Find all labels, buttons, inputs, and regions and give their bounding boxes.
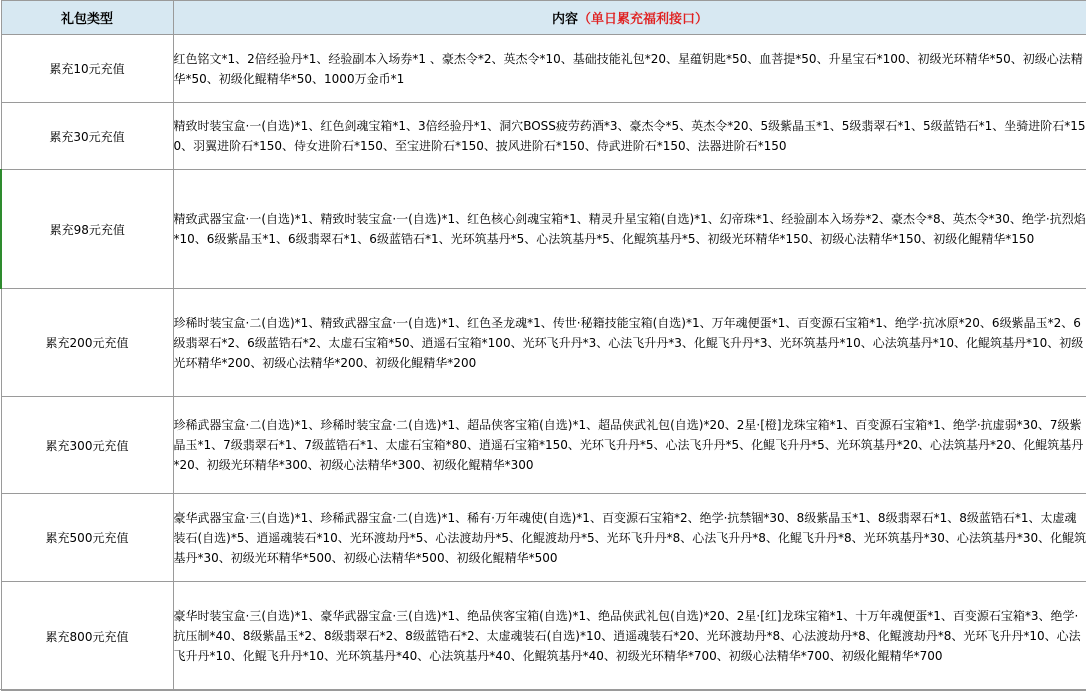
table-row [1, 103, 1086, 170]
gift-type-cell[interactable]: 累充30元充值 [1, 103, 173, 170]
header-content-label: 内容 [551, 12, 578, 27]
header-content-note: （单日累充福利接口） [578, 12, 709, 27]
content-cell[interactable]: 豪华武器宝盒·三(自选)*1、珍稀武器宝盒·二(自选)*1、稀有·万年魂使(自选)*1、百变源石宝箱*2、绝学·抗禁锢*30、8级紫晶玉*1、8级翡翠石*1、8级蓝锆石*1、太虚魂装石(自选)*5、逍遥魂装石*10、光环渡劫丹*5、心法渡劫丹*5、化鲲渡劫丹*5、光环飞升丹*8、心法飞升丹*8、化鲲飞升丹*8、光环筑基丹*30、心法筑基丹*30、化鲲筑基丹*30、初级光环精华*500、初级心法精华*500、初级化鲲精华*500 [173, 494, 1086, 582]
gift-type-cell[interactable]: 累充200元充值 [1, 289, 173, 397]
table-row [1, 582, 1086, 691]
content-cell[interactable]: 红色铭文*1、2倍经验丹*1、经验副本入场券*1 、豪杰令*2、英杰令*10、基础技能礼包*20、星蕴钥匙*50、血菩提*50、升星宝石*100、初级光环精华*50、初级心法精华*50、初级化鲲精华*50、1000万金币*1 [173, 35, 1086, 103]
table-row [1, 494, 1086, 582]
gift-type-cell-selected[interactable]: 累充98元充值 [1, 170, 173, 289]
gift-type-cell[interactable]: 累充500元充值 [1, 494, 173, 582]
content-cell[interactable]: 精致时装宝盒·一(自选)*1、红色剑魂宝箱*1、3倍经验丹*1、洞穴BOSS疲劳药酒*3、豪杰令*5、英杰令*20、5级紫晶玉*1、5级翡翠石*1、5级蓝锆石*1、坐骑进阶石*150、羽翼进阶石*150、侍女进阶石*150、至宝进阶石*150、披风进阶石*150、侍武进阶石*150、法器进阶石*150 [173, 103, 1086, 170]
table-row [1, 170, 1086, 289]
table-header-row [1, 1, 1086, 35]
gift-type-cell[interactable]: 累充800元充值 [1, 582, 173, 691]
table-row [1, 289, 1086, 397]
content-cell[interactable]: 珍稀时装宝盒·二(自选)*1、精致武器宝盒·一(自选)*1、红色圣龙魂*1、传世·秘籍技能宝箱(自选)*1、万年魂便蛋*1、百变源石宝箱*1、绝学·抗冰原*20、6级紫晶玉*2、6级翡翠石*2、6级蓝锆石*2、太虚石宝箱*50、逍遥石宝箱*100、光环飞升丹*3、心法飞升丹*3、化鲲飞升丹*3、光环筑基丹*10、心法筑基丹*10、化鲲筑基丹*10、初级光环精华*200、初级心法精华*200、初级化鲲精华*200 [173, 289, 1086, 397]
content-cell[interactable]: 珍稀武器宝盒·二(自选)*1、珍稀时装宝盒·二(自选)*1、超品侠客宝箱(自选)*1、超品侠武礼包(自选)*20、2星·[橙]龙珠宝箱*1、百变源石宝箱*1、绝学·抗虚弱*30、7级紫晶玉*1、7级翡翠石*1、7级蓝锆石*1、太虚石宝箱*80、逍遥石宝箱*150、光环飞升丹*5、心法飞升丹*5、化鲲飞升丹*5、光环筑基丹*20、心法筑基丹*20、化鲲筑基丹*20、初级光环精华*300、初级心法精华*300、初级化鲲精华*300 [173, 397, 1086, 494]
gift-type-cell[interactable]: 累充300元充值 [1, 397, 173, 494]
table-row [1, 397, 1086, 494]
table-row [1, 35, 1086, 103]
content-cell[interactable]: 精致武器宝盒·一(自选)*1、精致时装宝盒·一(自选)*1、红色核心剑魂宝箱*1、精灵升星宝箱(自选)*1、幻帝珠*1、经验副本入场券*2、豪杰令*8、英杰令*30、绝学·抗烈焰*10、6级紫晶玉*1、6级翡翠石*1、6级蓝锆石*1、光环筑基丹*5、心法筑基丹*5、化鲲筑基丹*5、初级光环精华*150、初级心法精华*150、初级化鲲精华*150 [173, 170, 1086, 289]
gift-type-cell[interactable]: 累充10元充值 [1, 35, 173, 103]
header-gift-type[interactable] [1, 1, 173, 35]
content-cell[interactable]: 豪华时装宝盒·三(自选)*1、豪华武器宝盒·三(自选)*1、绝品侠客宝箱(自选)*1、绝品侠武礼包(自选)*20、2星·[红]龙珠宝箱*1、十万年魂便蛋*1、百变源石宝箱*3、绝学·抗压制*40、8级紫晶玉*2、8级翡翠石*2、8级蓝锆石*2、太虚魂装石(自选)*10、逍遥魂装石*20、光环渡劫丹*8、心法渡劫丹*8、化鲲渡劫丹*8、光环飞升丹*10、心法飞升丹*10、化鲲飞升丹*10、光环筑基丹*40、心法筑基丹*40、化鲲筑基丹*40、初级光环精华*700、初级心法精华*700、初级化鲲精华*700 [173, 582, 1086, 691]
header-content[interactable] [173, 1, 1086, 35]
header-gift-type-label: 礼包类型 [60, 12, 113, 27]
